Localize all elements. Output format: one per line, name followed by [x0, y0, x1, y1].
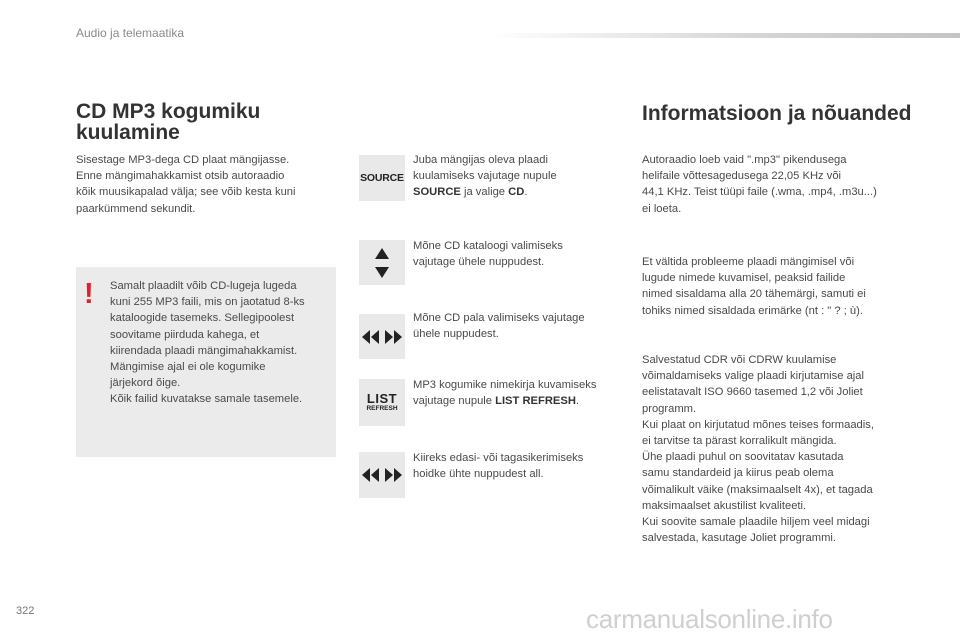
source-button-icon [359, 155, 405, 201]
warning-line: Samalt plaadilt võib CD-lugeja lugeda [110, 280, 297, 292]
arrows-left-right-svg [361, 465, 403, 485]
info-line: salvestada, kasutage Joliet programmi. [642, 532, 837, 545]
info-line: helifaile võttesagedusega 22,05 KHz või [642, 170, 842, 183]
info-line: Salvestatud CDR või CDRW kuulamise [642, 354, 837, 366]
warning-line: Mängimise ajal ei ole kogumike [110, 361, 266, 374]
section-title: Audio ja telemaatika [76, 26, 185, 40]
list-desc-line: MP3 kogumike nimekirja kuvamiseks [413, 379, 597, 391]
info-line: ei tarvitse ta pärast korralikult mängida. [642, 435, 837, 448]
info-paragraph-2 [642, 254, 866, 319]
info-line: Ühe plaadi puhul on soovitatav kasutada [642, 451, 844, 464]
warning-line: kataloogide tasemeks. Sellegipoolest [110, 312, 295, 325]
folder-description [413, 238, 563, 270]
track-description [413, 310, 585, 342]
info-line: 44,1 KHz. Teist tüüpi faile (.wma, .mp4, .m3u...) [642, 186, 877, 199]
info-line: nimed sisaldama alla 20 tähemärgi, samuti ei [642, 288, 866, 301]
source-description [413, 152, 557, 201]
watermark-logo: carmanualsonline.info [586, 604, 833, 634]
info-line: Autoraadio loeb vaid ".mp3" pikendusega [642, 154, 847, 166]
list-button-label: LIST [366, 391, 398, 407]
warning-exclamation-icon: ! [84, 278, 94, 310]
arrows-up-down-svg [372, 244, 392, 282]
track-desc-line: Mõne CD pala valimiseks vajutage [413, 312, 585, 324]
info-line: eelistatavalt ISO 9660 tasemed 1,2 või Joliet [642, 386, 863, 399]
info-line: võimaldamiseks valige plaadi kirjutamise ajal [642, 370, 864, 383]
cd-keyword: CD [508, 186, 525, 199]
source-desc-line [413, 184, 557, 200]
warning-text [110, 278, 305, 408]
warning-line: kuni 255 MP3 faili, mis on jaotatud 8-ks [110, 296, 305, 309]
left-heading-line: kuulamine [76, 121, 180, 144]
list-description [413, 377, 596, 409]
source-desc-line: kuulamiseks vajutage nupule [413, 170, 557, 183]
intro-line: kõik muusikapalad välja; see võib kesta kuni [76, 186, 296, 199]
info-line: lugude nimede kuvamisel, peaksid failide [642, 272, 846, 285]
left-heading-line: CD MP3 kogumiku [76, 100, 261, 123]
list-refresh-keyword: LIST REFRESH [495, 395, 576, 408]
info-line: Kui soovite samale plaadile hiljem veel midagi [642, 516, 870, 529]
page-number: 322 [16, 605, 35, 617]
right-heading: Informatsioon ja nõuanded [642, 102, 912, 125]
intro-line: Enne mängimahakkamist otsib autoraadio [76, 170, 285, 183]
list-desc-fragment: vajutage nupule [413, 395, 496, 408]
up-down-arrows-icon [359, 240, 405, 285]
info-line: Et vältida probleeme plaadi mängimisel või [642, 256, 855, 268]
refresh-button-label: REFRESH [366, 405, 398, 413]
source-desc-line: Juba mängijas oleva plaadi [413, 154, 548, 166]
source-keyword: SOURCE [413, 186, 461, 199]
source-desc-fragment: ja valige [460, 186, 509, 199]
intro-line: Sisestage MP3-dega CD plaat mängijasse. [76, 154, 290, 166]
track-desc-line: ühele nuppudest. [413, 328, 499, 341]
list-desc-line [413, 393, 596, 409]
folder-desc-line: Mõne CD kataloogi valimiseks [413, 240, 563, 252]
header-rule [490, 33, 960, 38]
info-line: programm. [642, 402, 697, 415]
warning-line: soovitame piirduda kahega, et [110, 328, 260, 341]
intro-paragraph [76, 152, 296, 217]
info-paragraph-3 [642, 352, 874, 546]
warning-line: Kõik failid kuvatakse samale tasemele. [110, 393, 303, 406]
list-desc-fragment: . [575, 395, 580, 408]
arrows-left-right-svg [361, 327, 403, 347]
info-line: ei loeta. [642, 202, 682, 215]
info-paragraph-1 [642, 152, 877, 217]
info-line: Kui plaat on kirjutatud mõnes teises formaadis, [642, 418, 874, 431]
source-button-label: SOURCE [360, 172, 404, 184]
list-refresh-button-icon [359, 379, 405, 426]
folder-desc-line: vajutage ühele nuppudest. [413, 256, 545, 269]
info-line: võimalikult väike (maksimaalselt 4x), et tagada [642, 483, 873, 496]
ff-desc-line: hoidke ühte nuppudest all. [413, 468, 544, 481]
warning-line: järjekord õige. [110, 377, 181, 390]
ff-desc-line: Kiireks edasi- või tagasikerimiseks [413, 452, 584, 464]
intro-line: paarkümmend sekundit. [76, 202, 196, 215]
fast-forward-rewind-icon [359, 452, 405, 498]
left-heading [76, 101, 260, 143]
fast-scan-description [413, 450, 583, 482]
prev-next-arrows-icon [359, 314, 405, 359]
info-line: tohiks nimed sisaldada erimärke (nt : " ? ; ù). [642, 304, 863, 317]
info-line: maksimaalset akustilist kvaliteeti. [642, 499, 807, 512]
info-line: samu standardeid ja kiirus peab olema [642, 467, 834, 480]
source-desc-fragment: . [524, 186, 528, 199]
warning-line: kiirendada plaadi mängimahakkamist. [110, 344, 298, 357]
